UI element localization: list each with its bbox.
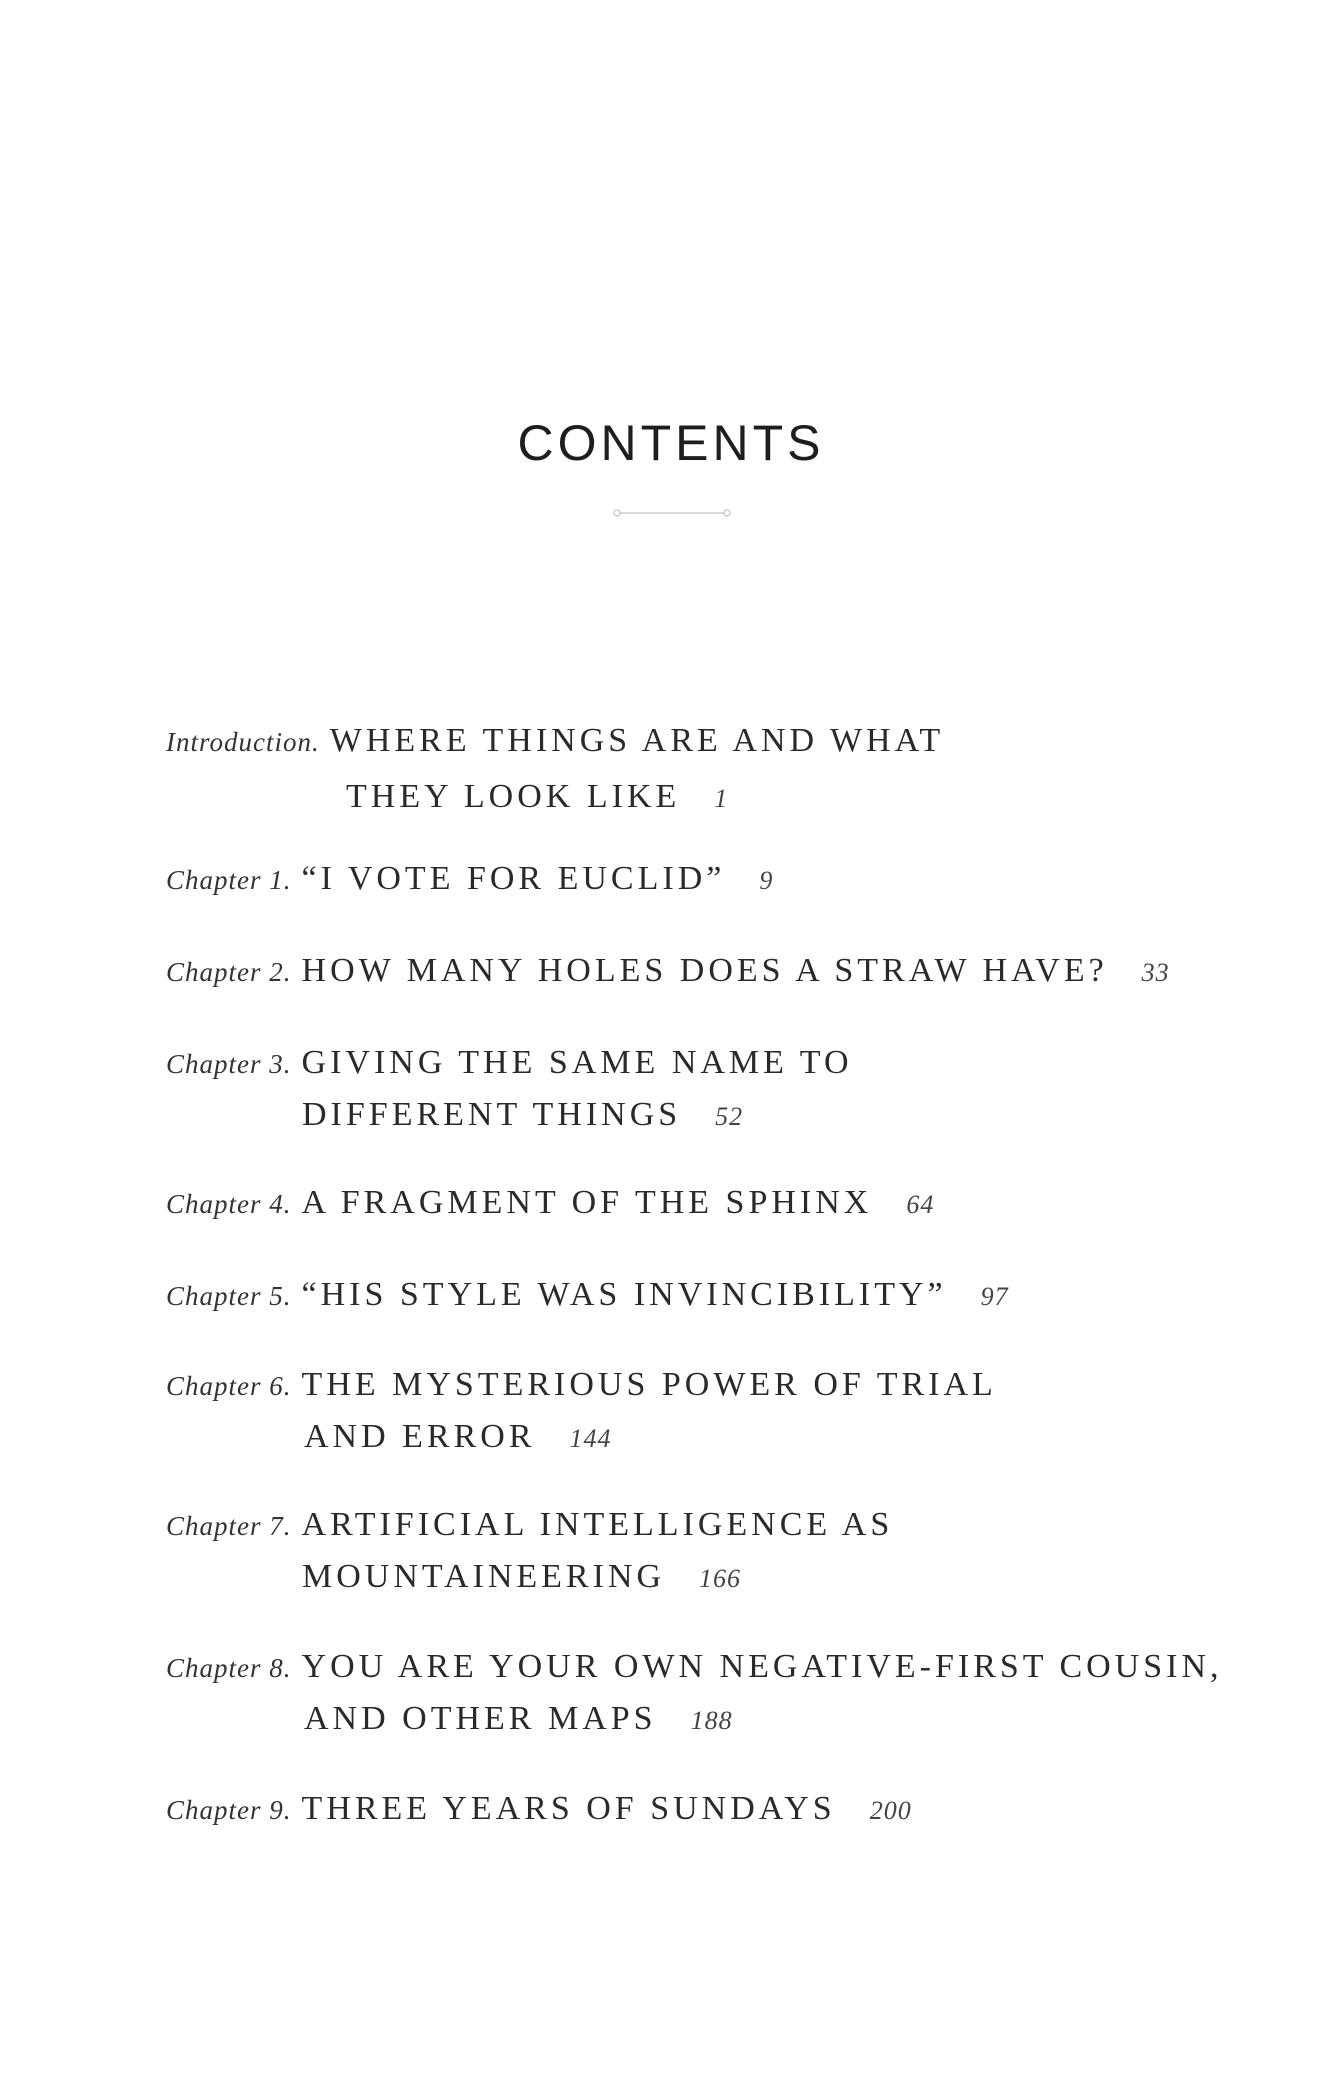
entry-page-number: 166 bbox=[699, 1564, 742, 1593]
toc-entry-chapter-8[interactable] bbox=[166, 1648, 1302, 1686]
entry-label: Chapter 4. bbox=[166, 1189, 292, 1219]
toc-entry-chapter-5[interactable] bbox=[166, 1276, 1302, 1314]
entry-label: Chapter 9. bbox=[166, 1795, 292, 1825]
entry-label: Chapter 8. bbox=[166, 1653, 292, 1683]
toc-entry-chapter-7[interactable] bbox=[166, 1506, 1302, 1544]
toc-entry-chapter-1[interactable] bbox=[166, 860, 1302, 898]
entry-title: THE MYSTERIOUS POWER OF TRIAL bbox=[301, 1366, 997, 1403]
entry-label: Introduction. bbox=[166, 727, 320, 757]
entry-title: YOU ARE YOUR OWN NEGATIVE-FIRST COUSIN, bbox=[301, 1648, 1223, 1685]
entry-label: Chapter 7. bbox=[166, 1511, 292, 1541]
entry-title: HOW MANY HOLES DOES A STRAW HAVE? bbox=[301, 952, 1108, 989]
entry-page-number: 188 bbox=[690, 1706, 733, 1735]
toc-entry-introduction[interactable] bbox=[166, 722, 1302, 760]
entry-page-number: 144 bbox=[569, 1424, 612, 1453]
entry-title: THREE YEARS OF SUNDAYS bbox=[301, 1790, 836, 1827]
entry-title: “HIS STYLE WAS INVINCIBILITY” bbox=[301, 1276, 947, 1313]
entry-title: “I VOTE FOR EUCLID” bbox=[301, 860, 726, 897]
entry-title: ARTIFICIAL INTELLIGENCE AS bbox=[301, 1506, 894, 1543]
entry-page-number: 97 bbox=[980, 1282, 1009, 1311]
toc-entry-chapter-2[interactable] bbox=[166, 952, 1302, 990]
entry-title-cont: AND OTHER MAPS bbox=[304, 1700, 657, 1737]
toc-entry-chapter-7-cont[interactable] bbox=[302, 1558, 741, 1596]
entry-page-number: 64 bbox=[906, 1190, 935, 1219]
entry-title-cont: MOUNTAINEERING bbox=[302, 1558, 666, 1595]
entry-page-number: 1 bbox=[714, 784, 729, 813]
toc-entry-chapter-8-cont[interactable] bbox=[304, 1700, 733, 1738]
entry-label: Chapter 5. bbox=[166, 1281, 292, 1311]
toc-entry-chapter-4[interactable] bbox=[166, 1184, 1302, 1222]
entry-title-cont: DIFFERENT THINGS bbox=[302, 1096, 682, 1133]
entry-page-number: 52 bbox=[715, 1102, 744, 1131]
entry-title: WHERE THINGS ARE AND WHAT bbox=[329, 722, 945, 759]
entry-label: Chapter 6. bbox=[166, 1371, 292, 1401]
toc-entry-chapter-6-cont[interactable] bbox=[304, 1418, 612, 1456]
toc-entry-chapter-6[interactable] bbox=[166, 1366, 1302, 1404]
entry-page-number: 33 bbox=[1141, 958, 1170, 987]
toc-entry-introduction-cont[interactable] bbox=[346, 778, 728, 816]
toc-entry-chapter-9[interactable] bbox=[166, 1790, 1302, 1828]
entry-title-cont: THEY LOOK LIKE bbox=[346, 778, 681, 815]
entry-label: Chapter 2. bbox=[166, 957, 292, 987]
ornament-divider bbox=[612, 506, 732, 520]
entry-page-number: 200 bbox=[869, 1796, 912, 1825]
entry-title: A FRAGMENT OF THE SPHINX bbox=[301, 1184, 873, 1221]
entry-page-number: 9 bbox=[759, 866, 774, 895]
entry-title-cont: AND ERROR bbox=[304, 1418, 536, 1455]
page-title: CONTENTS bbox=[517, 415, 825, 471]
entry-label: Chapter 1. bbox=[166, 865, 292, 895]
toc-entry-chapter-3-cont[interactable] bbox=[302, 1096, 743, 1134]
entry-title: GIVING THE SAME NAME TO bbox=[301, 1044, 853, 1081]
toc-entry-chapter-3[interactable] bbox=[166, 1044, 1302, 1082]
entry-label: Chapter 3. bbox=[166, 1049, 292, 1079]
